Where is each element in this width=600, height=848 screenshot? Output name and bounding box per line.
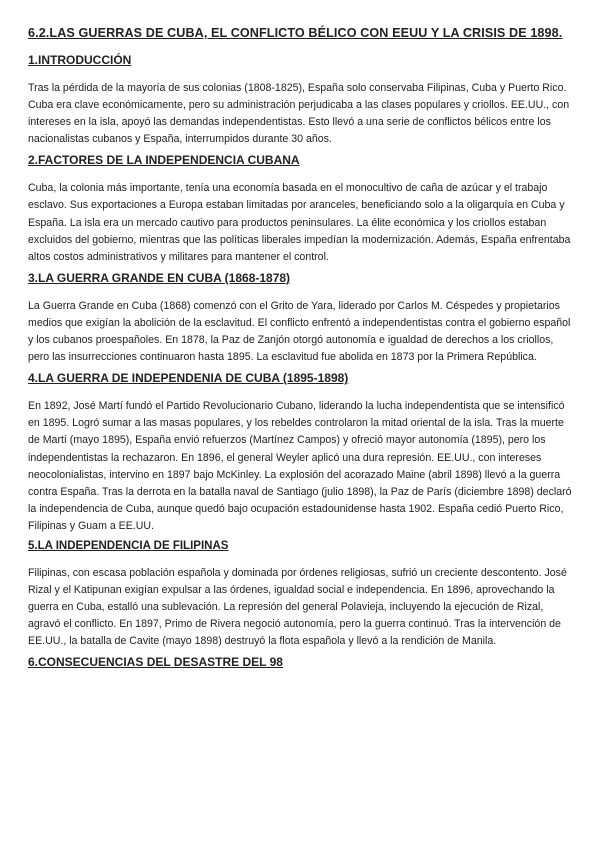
section-heading-introduccion: 1.INTRODUCCIÓN: [28, 53, 132, 67]
section-heading-guerra-grande: 3.LA GUERRA GRANDE EN CUBA (1868-1878): [28, 270, 291, 285]
section-heading-consecuencias: 6.CONSECUENCIAS DEL DESASTRE DEL 98: [28, 655, 283, 670]
section-heading-filipinas: 5.LA INDEPENDENCIA DE FILIPINAS: [28, 539, 229, 552]
section-paragraph-introduccion: Tras la pérdida de la mayoría de sus colonias (1808-1825), España solo conservaba Filipinas, Cuba y Puerto Rico. Cuba era clave económicamente, pero su administración perjudicaba a las clases populares y criollos. EE.UU., con intereses en la isla, apoyó las demandas independentistas. Esto llevó a una serie de conflictos bélicos entre los nacionalistas cubanos y España, interrumpidos durante 30 años.: [28, 82, 570, 146]
section-heading-guerra-independencia: 4.LA GUERRA DE INDEPENDENIA DE CUBA (1895-1898): [28, 371, 349, 386]
section-paragraph-filipinas: Filipinas, con escasa población española y dominada por órdenes religiosas, sufrió un creciente descontento. José Rizal y el Katipunan exigían expulsar a las órdenes, igualdad social e independencia. En 1896, aprovechando la guerra en Cuba, estalló una sublevación. La represión del general Polavieja, incluyendo la ejecución de Rizal, agravó el conflicto. En 1897, Primo de Rivera negoció autonomía, pero la guerra continuó. Tras la intervención de EE.UU., la batalla de Cavite (mayo 1898) destruyó la flota española y llevó a la rendición de Manila.: [28, 566, 567, 648]
section-paragraph-guerra-independencia: En 1892, José Martí fundó el Partido Revolucionario Cubano, liderando la lucha independentista que se intensificó en 1895. Logró sumar a las masas populares, y los rebeldes controlaron la mitad oriental de la isla. Tras la muerte de Martí (mayo 1895), España envió refuerzos (Martínez Campos) y ofreció mayor autonomía (1895), pero los independentistas la rechazaron. En 1896, el general Weyler aplicó una dura represión. EE.UU., con intereses neocolonialistas, intervino en 1897 bajo McKinley. La explosión del acorazado Maine (abril 1898) llevó a la guerra contra España. Tras la derrota en la batalla naval de Santiago (julio 1898), la Paz de París (diciembre 1898) declaró la independencia de Cuba, aunque quedó bajo ocupación estadounidense hasta 1902. España cedió Puerto Rico, Filipinas y Guam a EE.UU.: [28, 400, 572, 532]
section-paragraph-guerra-grande: La Guerra Grande en Cuba (1868) comenzó con el Grito de Yara, liderado por Carlos M. Céspedes y propietarios medios que exigían la abolición de la esclavitud. El conflicto enfrentó a independentistas contra el gobierno español y los cubanos proespañoles. En 1878, la Paz de Zanjón otorgó autonomía e igualdad de derechos a los criollos, pero las insurrecciones continuaron hasta 1895. La esclavitud fue abolida en 1873 por la Primera República.: [28, 299, 571, 364]
section-paragraph-factores: Cuba, la colonia más importante, tenía una economía basada en el monocultivo de caña de azúcar y el trabajo esclavo. Sus exportaciones a Europa estaban limitadas por aranceles, beneficiando solo a la oligarquía en Cuba y España. La isla era un mercado cautivo para productos peninsulares. La élite económica y los criollos estaban excluidos del gobierno, mientras que las políticas liberales impedían la modernización. Además, España enfrentaba altos costos administrativos y militares para mantener el control.: [28, 182, 571, 263]
section-heading-factores: 2.FACTORES DE LA INDEPENDENCIA CUBANA: [28, 153, 300, 168]
document-title: 6.2.LAS GUERRAS DE CUBA, EL CONFLICTO BÉLICO CON EEUU Y LA CRISIS DE 1898.: [28, 26, 563, 40]
document-page: [28, 26, 574, 682]
